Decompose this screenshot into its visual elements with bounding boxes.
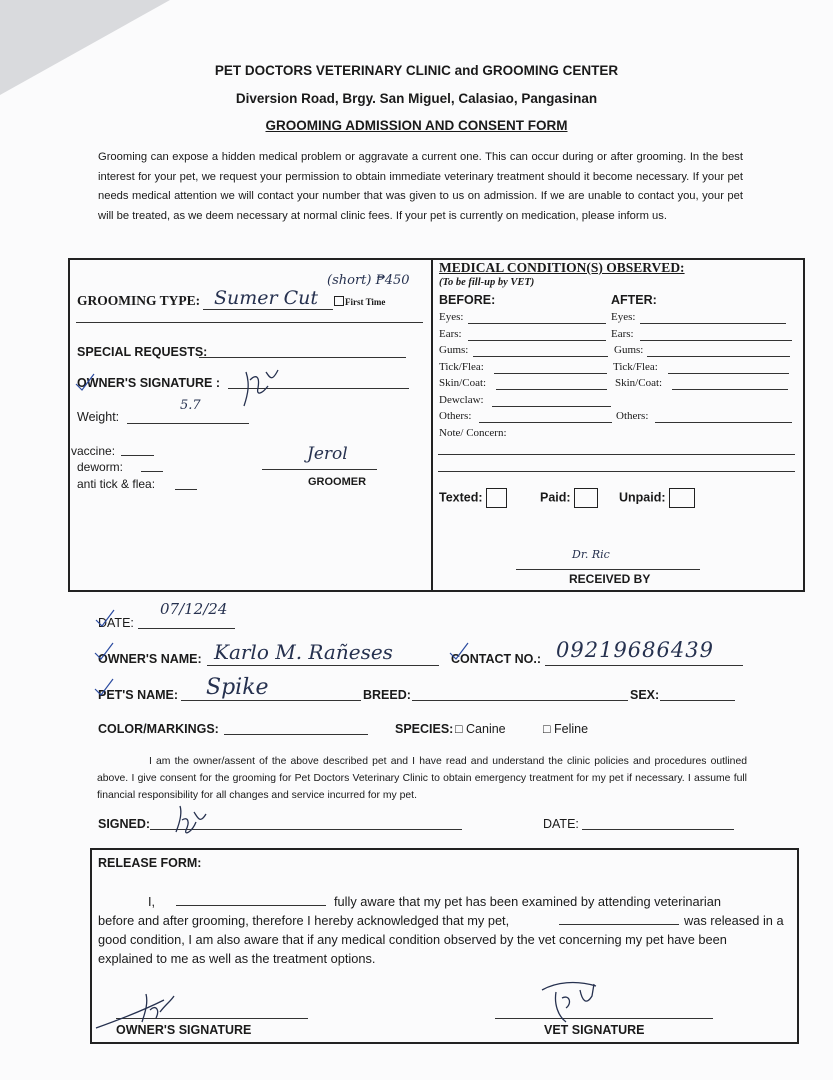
clinic-address: Diversion Road, Brgy. San Miguel, Calasiao, Pangasinan xyxy=(235,91,598,106)
sex-label: SEX: xyxy=(630,688,660,702)
canine-option[interactable]: □ Canine xyxy=(455,722,506,736)
note-concern-label: Note/ Concern: xyxy=(439,427,507,439)
medical-subtitle: (To be fill-up by VET) xyxy=(439,277,535,288)
after-skin-label: Skin/Coat: xyxy=(615,377,663,389)
after-others-label: Others: xyxy=(616,410,649,422)
signed-date-label: DATE: xyxy=(543,817,579,831)
vaccine-label: vaccine: xyxy=(71,444,116,458)
received-by-field[interactable] xyxy=(516,569,700,570)
before-eyes-field[interactable] xyxy=(468,323,606,324)
signed-signature-scribble xyxy=(168,802,214,842)
grooming-type-label: GROOMING TYPE: xyxy=(77,293,201,308)
pet-name-field[interactable] xyxy=(181,700,361,701)
grooming-type-value[interactable]: Sumer Cut xyxy=(214,287,319,309)
vet-signature-scribble xyxy=(536,976,606,1028)
after-eyes-field[interactable] xyxy=(640,323,786,324)
unpaid-label: Unpaid: xyxy=(619,490,666,505)
sex-field[interactable] xyxy=(660,700,735,701)
vaccine-field[interactable] xyxy=(121,455,154,456)
release-line1-b: fully aware that my pet has been examined by attending veterinarian xyxy=(334,894,721,909)
contact-field[interactable] xyxy=(545,665,743,666)
weight-label: Weight: xyxy=(77,410,120,424)
release-line1-a: I, xyxy=(148,894,156,909)
weight-field[interactable] xyxy=(127,423,249,424)
anti-tick-label: anti tick & flea: xyxy=(77,477,156,491)
owner-signature-scribble xyxy=(236,364,286,412)
check-mark-icon xyxy=(94,608,116,630)
owner-name-field[interactable] xyxy=(207,665,439,666)
texted-box xyxy=(486,488,507,508)
paid-label: Paid: xyxy=(540,490,571,505)
after-skin-field[interactable] xyxy=(672,389,788,390)
after-gums-field[interactable] xyxy=(647,356,790,357)
check-mark-icon xyxy=(93,677,115,699)
release-vet-signature-label: VET SIGNATURE xyxy=(544,1023,645,1037)
deworm-label: deworm: xyxy=(77,460,124,474)
signed-date-field[interactable] xyxy=(582,829,734,830)
before-skin-label: Skin/Coat: xyxy=(439,377,487,389)
release-line2-b: was released in a xyxy=(684,913,784,928)
before-gums-field[interactable] xyxy=(473,356,608,357)
before-dewclaw-field[interactable] xyxy=(492,406,611,407)
note-line-2[interactable] xyxy=(438,471,795,472)
anti-tick-field[interactable] xyxy=(175,489,197,490)
release-line3: good condition, I am also aware that if any medical condition observed by the vet concerning my pet have been xyxy=(98,932,727,947)
before-others-label: Others: xyxy=(439,410,472,422)
before-dewclaw-label: Dewclaw: xyxy=(439,394,484,406)
pet-name-label: PET'S NAME: xyxy=(98,688,179,702)
check-mark-icon xyxy=(448,641,470,663)
note-line-1[interactable] xyxy=(438,454,795,455)
paid-checkbox[interactable] xyxy=(540,488,598,508)
color-markings-label: COLOR/MARKINGS: xyxy=(98,722,219,736)
before-tick-field[interactable] xyxy=(494,373,607,374)
before-gums-label: Gums: xyxy=(439,344,469,356)
unpaid-checkbox[interactable] xyxy=(619,488,695,508)
texted-label: Texted: xyxy=(439,490,483,505)
breed-field[interactable] xyxy=(412,700,628,701)
contact-value: 09219686439 xyxy=(556,638,714,662)
groomer-label: GROOMER xyxy=(308,476,367,488)
before-ears-label: Ears: xyxy=(439,328,462,340)
after-ears-field[interactable] xyxy=(640,340,792,341)
check-mark-icon xyxy=(93,641,115,663)
deworm-field[interactable] xyxy=(141,471,163,472)
received-by-label: RECEIVED BY xyxy=(569,572,651,586)
before-label: BEFORE: xyxy=(439,293,496,307)
owner-signature-label: OWNER'S SIGNATURE : xyxy=(77,376,221,390)
weight-value: 5.7 xyxy=(180,398,201,413)
groomer-value: Jerol xyxy=(307,444,348,464)
medical-title: MEDICAL CONDITION(S) OBSERVED: xyxy=(439,260,685,275)
release-owner-signature-label: OWNER'S SIGNATURE xyxy=(116,1023,252,1037)
owner-name-value: Karlo M. Rañeses xyxy=(214,640,393,664)
received-by-value: Dr. Ric xyxy=(572,548,610,561)
before-ears-field[interactable] xyxy=(468,340,606,341)
check-mark-icon xyxy=(74,372,96,394)
before-others-field[interactable] xyxy=(479,422,612,423)
breed-label: BREED: xyxy=(363,688,411,702)
paid-box xyxy=(574,488,598,508)
feline-option[interactable]: □ Feline xyxy=(543,722,589,736)
contact-label: CONTACT NO.: xyxy=(451,652,542,666)
special-requests-field[interactable] xyxy=(199,357,406,358)
release-pet-name-field[interactable] xyxy=(559,924,679,925)
form-title: GROOMING ADMISSION AND CONSENT FORM xyxy=(265,118,568,133)
grooming-note: (short) ₱450 xyxy=(327,273,410,288)
before-eyes-label: Eyes: xyxy=(439,311,464,323)
release-title: RELEASE FORM: xyxy=(98,856,202,870)
color-markings-field[interactable] xyxy=(224,734,368,735)
folded-corner xyxy=(0,0,170,95)
after-tick-label: Tick/Flea: xyxy=(613,361,658,373)
after-others-field[interactable] xyxy=(655,422,792,423)
before-tick-label: Tick/Flea: xyxy=(439,361,484,373)
release-line2-a: before and after grooming, therefore I hereby acknowledged that my pet, xyxy=(98,913,510,928)
unpaid-box xyxy=(669,488,695,508)
date-value: 07/12/24 xyxy=(160,600,228,618)
species-label: SPECIES: xyxy=(395,722,454,736)
special-requests-label: SPECIAL REQUESTS: xyxy=(77,345,208,359)
signed-label: SIGNED: xyxy=(98,817,151,831)
date-field[interactable] xyxy=(138,628,235,629)
before-skin-field[interactable] xyxy=(496,389,607,390)
first-time-label: First Time xyxy=(345,297,386,307)
pet-name-value: Spike xyxy=(206,675,269,700)
intro-paragraph: Grooming can expose a hidden medical problem or aggravate a current one. This can occur during or after grooming. In the best interest for your pet, we request your permission to obtain immediate veterinary treatment should it become necessary. If your pet needs medical attention we will contact your number that was given to us on admission. If we are unable to contact you, your pet will be treated, as we deem necessary at normal clinic fees. If your pet is currently on medication, please inform us. xyxy=(98,151,743,222)
owner-name-label: OWNER'S NAME: xyxy=(98,652,202,666)
texted-checkbox[interactable] xyxy=(439,488,507,508)
first-time-checkbox[interactable] xyxy=(334,296,385,307)
after-label: AFTER: xyxy=(611,293,657,307)
groomer-field[interactable] xyxy=(262,469,377,470)
date-label: DATE: xyxy=(98,616,134,630)
consent-paragraph: I am the owner/assent of the above described pet and I have read and understand the clinic policies and procedures outlined above. I give consent for the grooming for Pet Doctors Veterinary Clinic to obtain emergency treatment for my pet if necessary. I assume full financial responsibility for all changes and service incurred for my pet. xyxy=(97,756,747,801)
release-line4: explained to me as well as the treatment options. xyxy=(98,951,376,966)
box-divider xyxy=(431,258,433,592)
after-ears-label: Ears: xyxy=(611,328,634,340)
checkbox-square-icon xyxy=(334,296,344,306)
after-eyes-label: Eyes: xyxy=(611,311,636,323)
release-owner-name-field[interactable] xyxy=(176,905,326,906)
after-gums-label: Gums: xyxy=(614,344,644,356)
after-tick-field[interactable] xyxy=(668,373,789,374)
clinic-name: PET DOCTORS VETERINARY CLINIC and GROOMING CENTER xyxy=(214,63,619,78)
